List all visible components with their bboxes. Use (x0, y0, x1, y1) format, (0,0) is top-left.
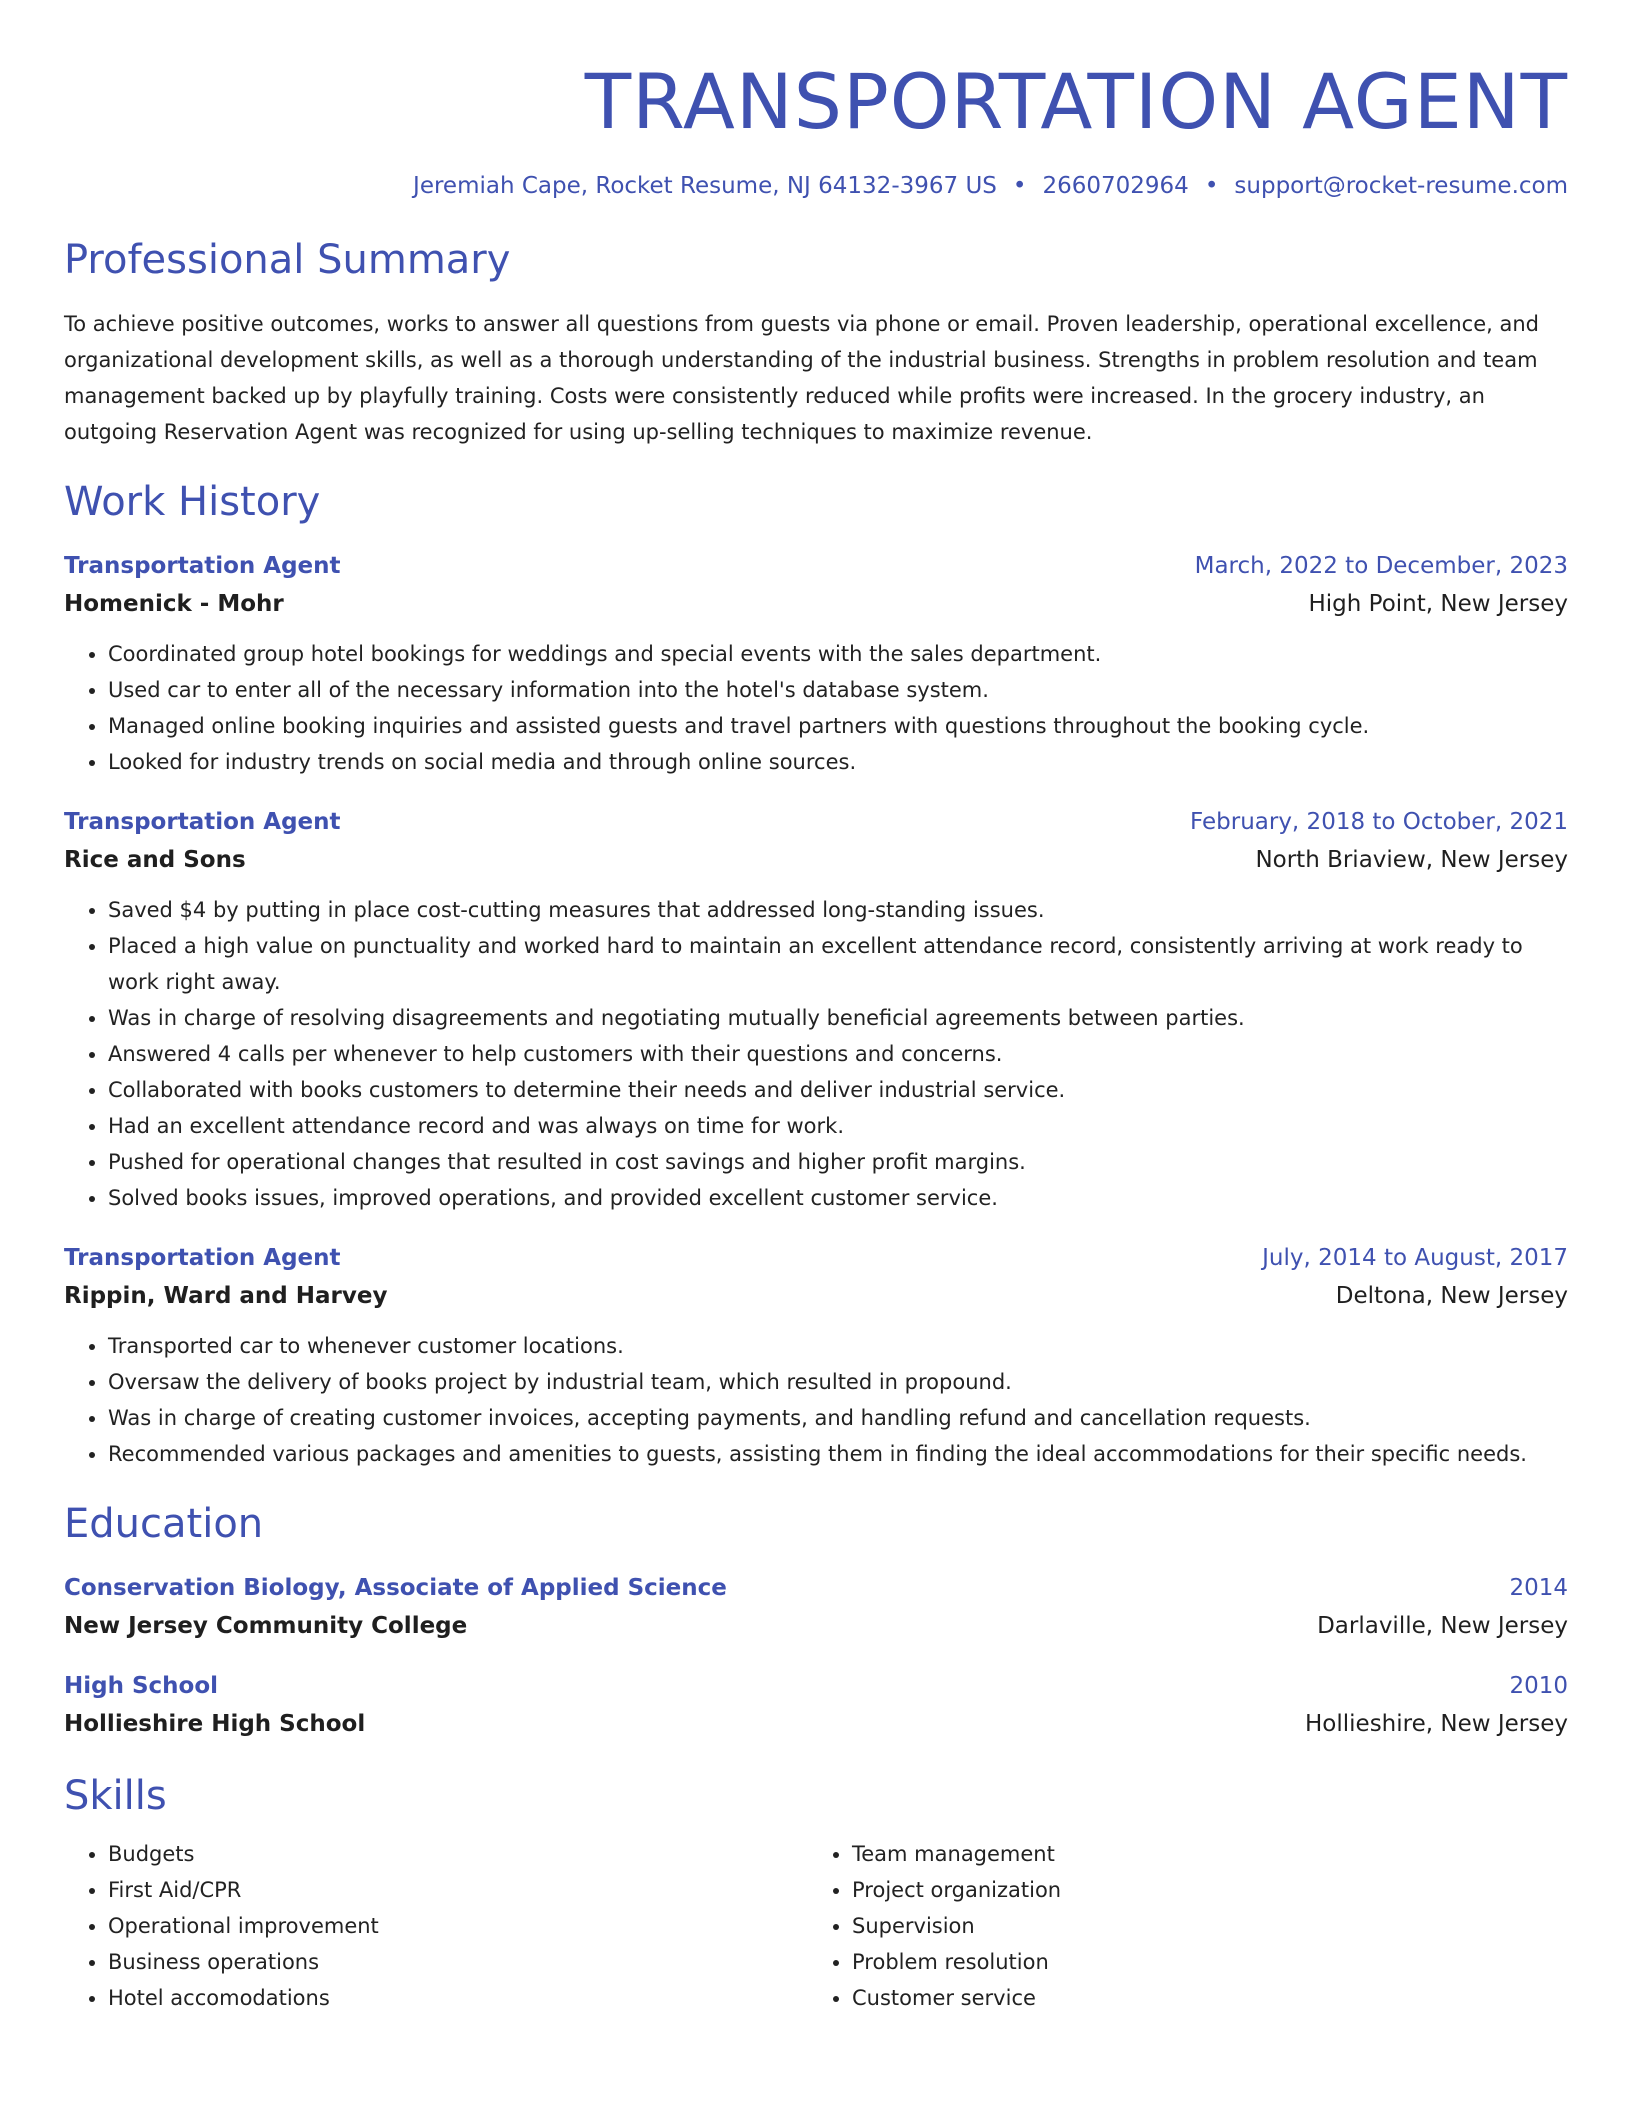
skill-item: • Project organization (852, 1872, 1552, 1908)
contact-line (64, 170, 1568, 202)
job-bullet: • Transported car to whenever customer locations. (108, 1328, 1568, 1364)
contact-address: Jeremiah Cape, Rocket Resume, NJ 64132-3967 US (413, 173, 997, 199)
job-role: Transportation Agent (64, 1245, 341, 1271)
job-company: Rippin, Ward and Harvey (64, 1283, 388, 1309)
resume-header (64, 52, 1568, 202)
education-section (64, 1498, 1568, 1744)
job-dates: July, 2014 to August, 2017 (1262, 1245, 1568, 1271)
skills-list-left (64, 1836, 808, 2016)
job-bullet: • Collaborated with books customers to determine their needs and deliver industrial service. (108, 1072, 1568, 1108)
contact-email: support@rocket-resume.com (1234, 173, 1568, 199)
skills-heading: Skills (64, 1773, 167, 1819)
job-bullet: • Saved $4 by putting in place cost-cutting measures that addressed long-standing issues. (108, 892, 1568, 928)
education-school: Hollieshire High School (64, 1711, 366, 1737)
separator-dot: • (1204, 173, 1219, 199)
skill-item: • Business operations (108, 1944, 808, 1980)
skill-item: • Hotel accomodations (108, 1980, 808, 2016)
skill-item: • Operational improvement (108, 1908, 808, 1944)
candidate-title: TRANSPORTATION AGENT (584, 57, 1568, 146)
job-bullet: • Oversaw the delivery of books project by industrial team, which resulted in propound. (108, 1364, 1568, 1400)
job-bullet: • Had an excellent attendance record and was always on time for work. (108, 1108, 1568, 1144)
job-dates: March, 2022 to December, 2023 (1194, 553, 1568, 579)
work-history-section (64, 476, 1568, 1472)
skill-item: • Customer service (852, 1980, 1552, 2016)
job-bullet: • Pushed for operational changes that resulted in cost savings and higher profit margins. (108, 1144, 1568, 1180)
separator-dot: • (1012, 173, 1027, 199)
job-bullet: • Used car to enter all of the necessary information into the hotel's database system. (108, 672, 1568, 708)
job-company: Rice and Sons (64, 847, 246, 873)
job-bullet: • Coordinated group hotel bookings for weddings and special events with the sales department. (108, 636, 1568, 672)
summary-heading: Professional Summary (64, 237, 511, 283)
skill-item: • Budgets (108, 1836, 808, 1872)
job-location: High Point, New Jersey (1308, 591, 1568, 617)
job-entry (64, 1240, 1568, 1472)
skill-item: • Problem resolution (852, 1944, 1552, 1980)
education-degree: Conservation Biology, Associate of Applied Science (64, 1575, 727, 1601)
skill-item: • First Aid/CPR (108, 1872, 808, 1908)
job-company: Homenick - Mohr (64, 591, 284, 617)
skill-item: • Supervision (852, 1908, 1552, 1944)
skill-item: • Team management (852, 1836, 1552, 1872)
skills-section (64, 1770, 1568, 2016)
education-degree: High School (64, 1673, 219, 1699)
education-school: New Jersey Community College (64, 1613, 468, 1639)
job-role: Transportation Agent (64, 553, 341, 579)
skills-list-right (808, 1836, 1552, 2016)
job-bullets (64, 636, 1568, 780)
education-location: Darlaville, New Jersey (1317, 1613, 1568, 1639)
job-bullet: • Recommended various packages and amenities to guests, assisting them in finding the ideal accommodations for their specific needs. (108, 1436, 1568, 1472)
education-year: 2010 (1509, 1673, 1568, 1699)
job-bullet: • Placed a high value on punctuality and worked hard to maintain an excellent attendance record, consistently arriving at work ready to work right away. (108, 928, 1568, 1000)
skills-columns (64, 1836, 1568, 2016)
work-history-heading: Work History (64, 479, 321, 525)
education-year: 2014 (1509, 1575, 1568, 1601)
job-bullet: • Was in charge of resolving disagreements and negotiating mutually beneficial agreements between parties. (108, 1000, 1568, 1036)
job-bullet: • Managed online booking inquiries and assisted guests and travel partners with questions throughout the booking cycle. (108, 708, 1568, 744)
job-bullets (64, 1328, 1568, 1472)
job-dates: February, 2018 to October, 2021 (1190, 809, 1568, 835)
job-bullet: • Solved books issues, improved operations, and provided excellent customer service. (108, 1180, 1568, 1216)
job-bullet: • Was in charge of creating customer invoices, accepting payments, and handling refund and cancellation requests. (108, 1400, 1568, 1436)
job-bullets (64, 892, 1568, 1216)
job-entry (64, 548, 1568, 780)
job-location: Deltona, New Jersey (1335, 1283, 1568, 1309)
contact-phone: 2660702964 (1042, 173, 1189, 199)
education-heading: Education (64, 1501, 264, 1547)
job-entry (64, 804, 1568, 1216)
education-entry (64, 1668, 1568, 1744)
job-role: Transportation Agent (64, 809, 341, 835)
job-bullet: • Answered 4 calls per whenever to help customers with their questions and concerns. (108, 1036, 1568, 1072)
education-entry (64, 1570, 1568, 1646)
job-bullet: • Looked for industry trends on social media and through online sources. (108, 744, 1568, 780)
job-location: North Briaview, New Jersey (1255, 847, 1568, 873)
education-location: Hollieshire, New Jersey (1305, 1711, 1568, 1737)
summary-text: To achieve positive outcomes, works to answer all questions from guests via phone or email. Proven leadership, operational excellence, and organizational development skills, as well as a thorough understanding of the industrial business. Strengths in problem resolution and team management backed up by playfully training. Costs were consistently reduced while profits were increased. In the grocery industry, an outgoing Reservation Agent was recognized for using up-selling techniques to maximize revenue. (64, 312, 1539, 444)
